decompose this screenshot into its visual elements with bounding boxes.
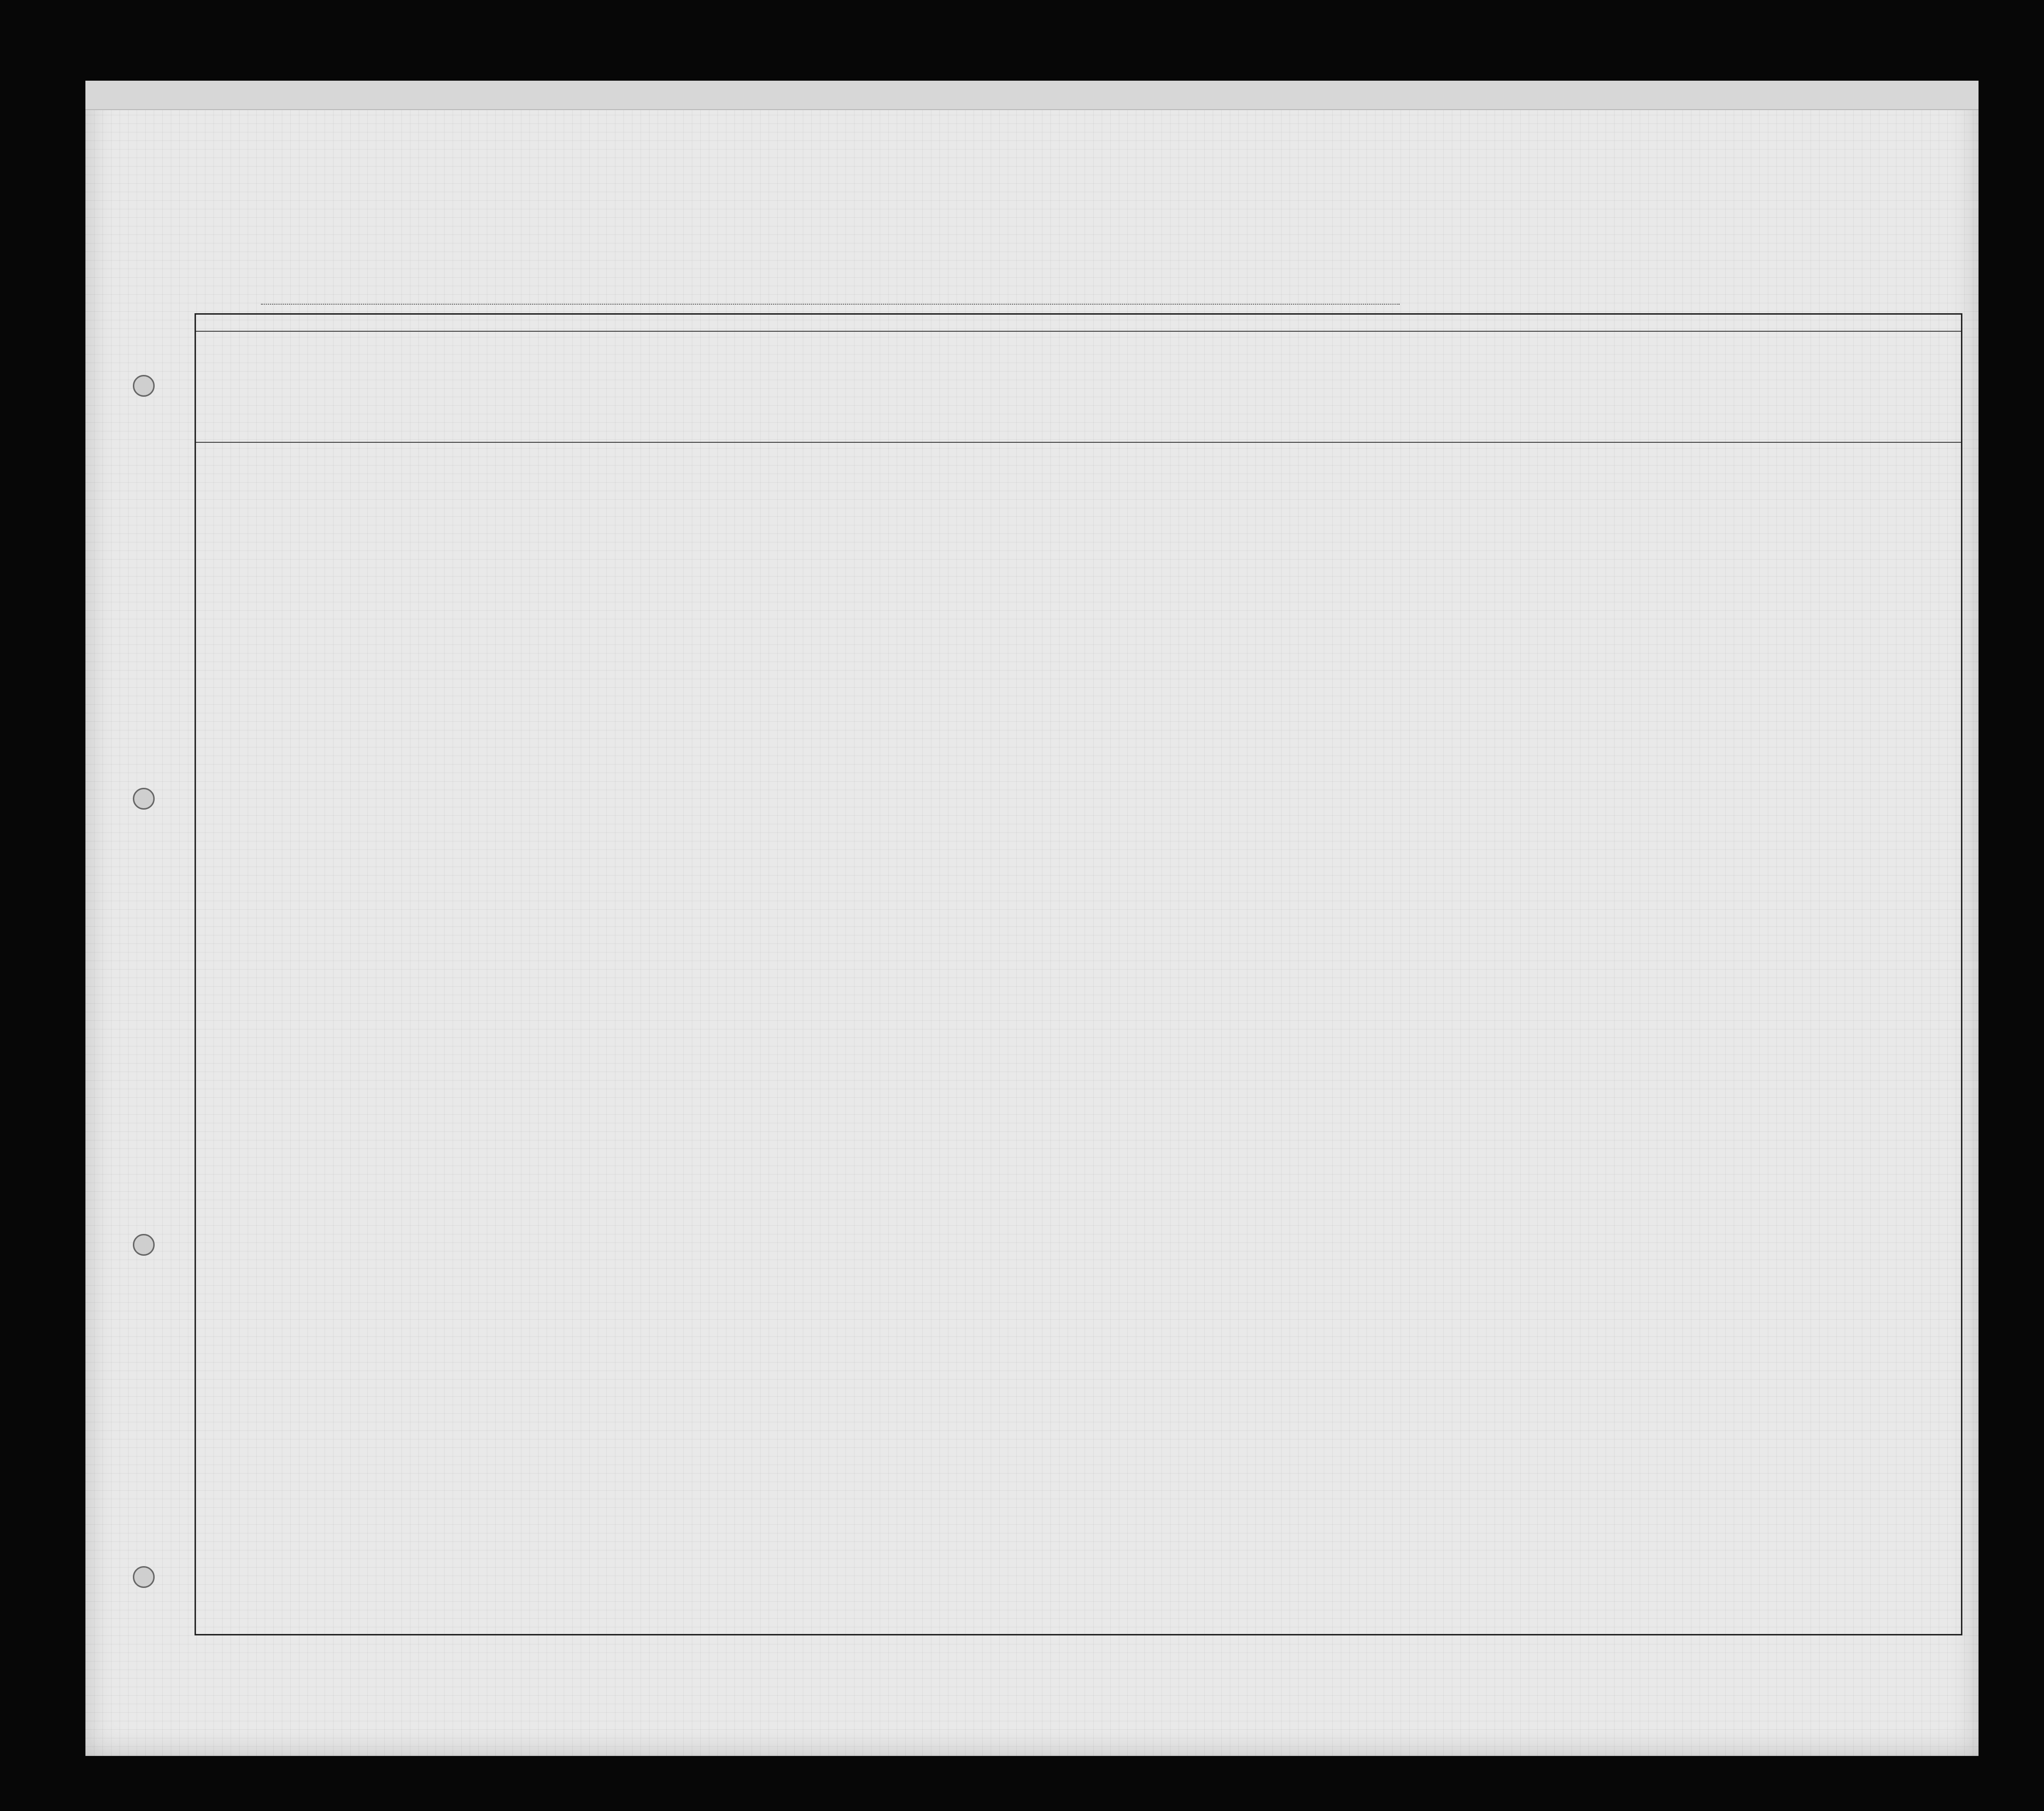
binder-hole xyxy=(133,1566,155,1588)
arrival-underline xyxy=(261,304,1400,305)
binder-hole xyxy=(133,375,155,397)
manifest-table xyxy=(195,313,1962,1635)
page-edge xyxy=(85,81,1979,110)
binder-hole xyxy=(133,788,155,810)
manifest-page xyxy=(85,81,1979,1756)
binder-hole xyxy=(133,1234,155,1256)
